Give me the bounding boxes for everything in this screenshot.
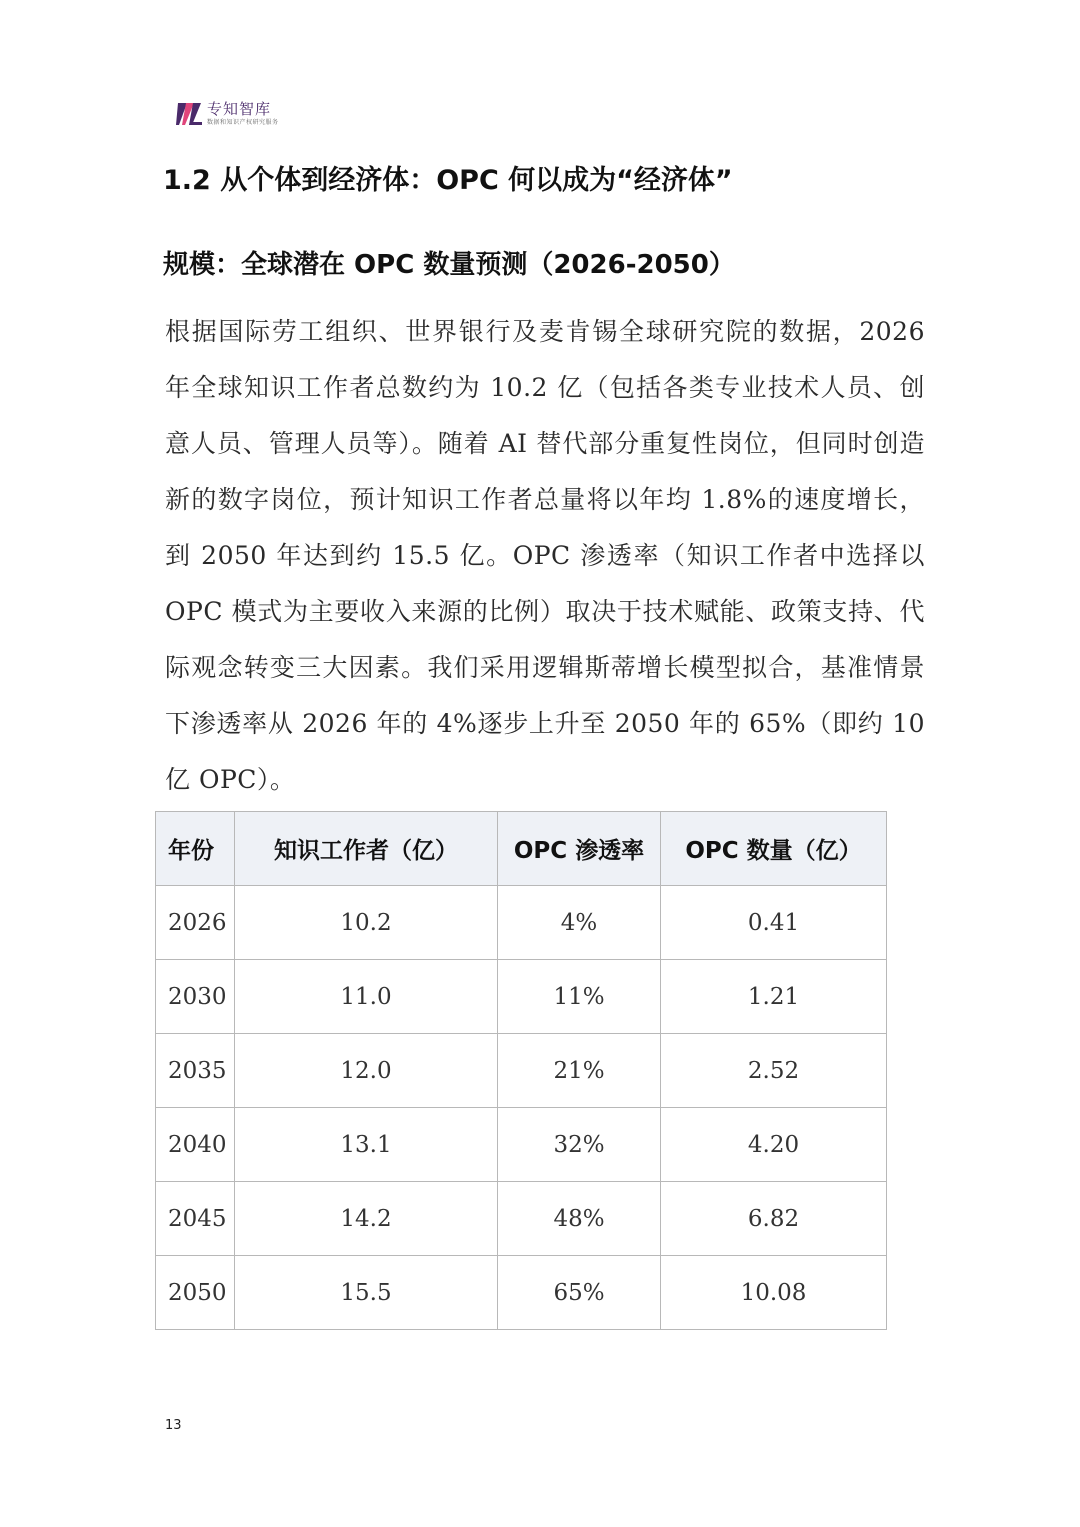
brand-tagline: 数据和知识产权研究服务 (207, 119, 279, 126)
cell-opc-count: 0.41 (661, 886, 887, 960)
cell-knowledge-workers: 13.1 (235, 1108, 498, 1182)
table-header-row (156, 812, 887, 886)
cell-year: 2026 (156, 886, 235, 960)
cell-opc-count: 4.20 (661, 1108, 887, 1182)
cell-knowledge-workers: 10.2 (235, 886, 498, 960)
brand-logo-icon (175, 99, 203, 129)
cell-knowledge-workers: 12.0 (235, 1034, 498, 1108)
cell-opc-penetration: 48% (498, 1182, 661, 1256)
header-opc-penetration: OPC 渗透率 (498, 812, 661, 886)
table-row (156, 1034, 887, 1108)
cell-knowledge-workers: 14.2 (235, 1182, 498, 1256)
cell-year: 2035 (156, 1034, 235, 1108)
section-title: 1.2 从个体到经济体：OPC 何以成为“经济体” (163, 165, 733, 196)
cell-opc-count: 1.21 (661, 960, 887, 1034)
cell-opc-count: 10.08 (661, 1256, 887, 1330)
page-number: 13 (165, 1418, 182, 1433)
body-paragraph: 根据国际劳工组织、世界银行及麦肯锡全球研究院的数据，2026 年全球知识工作者总数约为 10.2 亿（包括各类专业技术人员、创意人员、管理人员等）。随着 AI 替代部分重复性岗位，但同时创造新的数字岗位，预计知识工作者总量将以年均 1.8%的速度增长，到 2050 年达到约 15.5 亿。OPC 渗透率（知识工作者中选择以 OPC 模式为主要收入来源的比例）取决于技术赋能、政策支持、代际观念转变三大因素。我们采用逻辑斯蒂增长模型拟合，基准情景下渗透率从 2026 年的 4%逐步上升至 2050 年的 65%（即约 10 亿 OPC）。 (165, 317, 925, 794)
cell-opc-penetration: 65% (498, 1256, 661, 1330)
cell-knowledge-workers: 15.5 (235, 1256, 498, 1330)
table-row (156, 1182, 887, 1256)
cell-opc-count: 6.82 (661, 1182, 887, 1256)
cell-opc-penetration: 11% (498, 960, 661, 1034)
header-knowledge-workers: 知识工作者（亿） (235, 812, 498, 886)
table-row (156, 1108, 887, 1182)
brand-logo (175, 97, 279, 131)
cell-year: 2040 (156, 1108, 235, 1182)
sub-title: 规模：全球潜在 OPC 数量预测（2026-2050） (163, 250, 735, 280)
header-opc-count: OPC 数量（亿） (661, 812, 887, 886)
cell-year: 2045 (156, 1182, 235, 1256)
cell-year: 2030 (156, 960, 235, 1034)
brand-name: 专知智库 (207, 100, 272, 118)
table-row (156, 1256, 887, 1330)
table-row (156, 886, 887, 960)
cell-knowledge-workers: 11.0 (235, 960, 498, 1034)
cell-opc-count: 2.52 (661, 1034, 887, 1108)
opc-forecast-table (155, 811, 887, 1330)
header-year: 年份 (156, 812, 235, 886)
cell-opc-penetration: 32% (498, 1108, 661, 1182)
table-row (156, 960, 887, 1034)
cell-opc-penetration: 4% (498, 886, 661, 960)
cell-year: 2050 (156, 1256, 235, 1330)
cell-opc-penetration: 21% (498, 1034, 661, 1108)
